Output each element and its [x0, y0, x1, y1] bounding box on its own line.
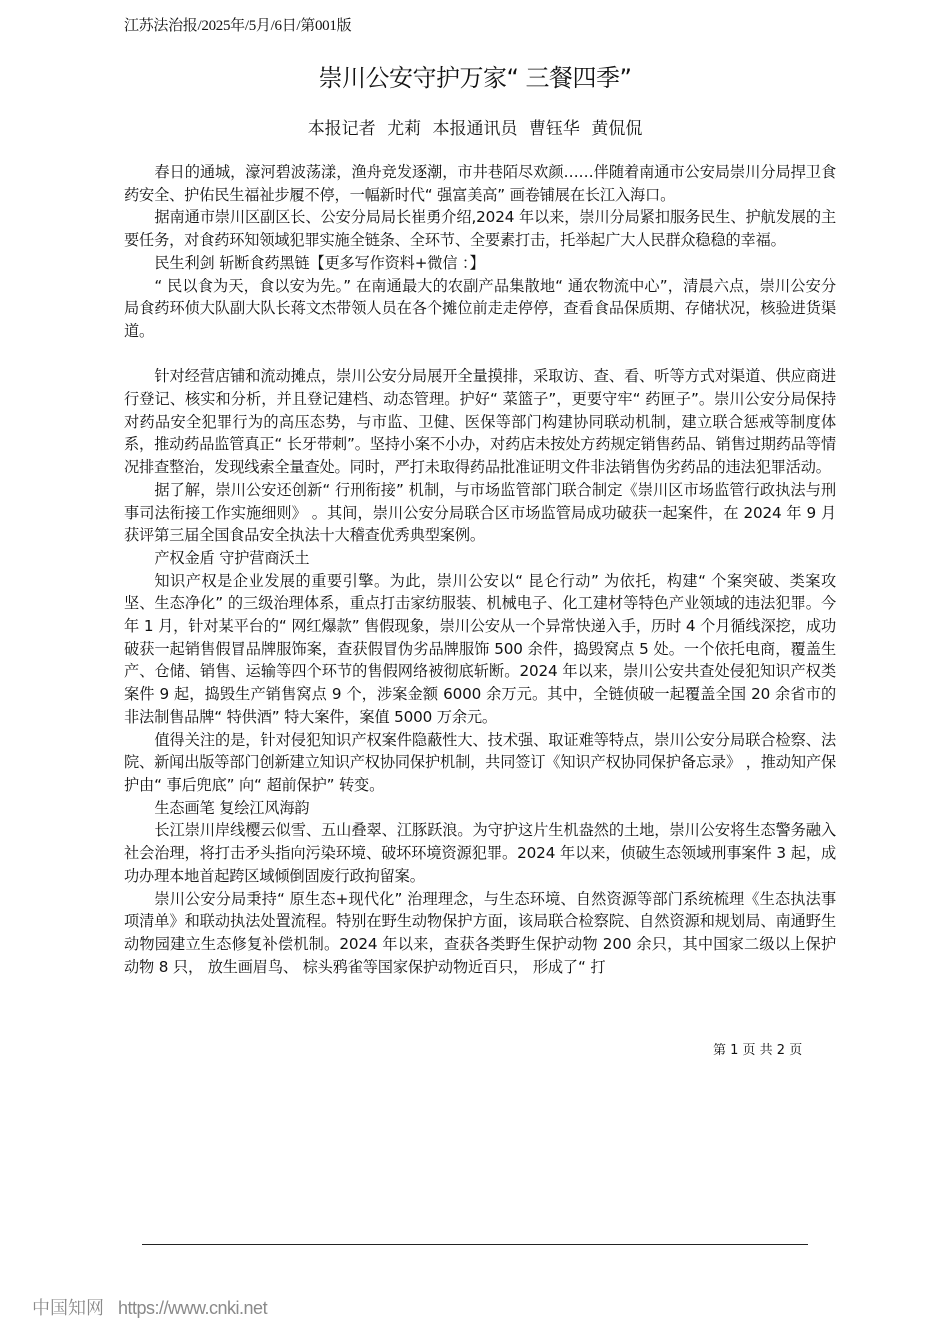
blank-line	[124, 343, 836, 366]
paragraph: 值得关注的是，针对侵犯知识产权案件隐蔽性大、技术强、取证难等特点，崇川公安分局联合检察、法院、新闻出版等部门创新建立知识产权协同保护机制，共同签订《知识产权协同保护备忘录》 ，推动知产保护由“ 事后兜底” 向“ 超前保护” 转变。	[124, 730, 836, 794]
paragraph: 针对经营店铺和流动摊点，崇川公安分局展开全量摸排，采取访、查、看、听等方式对渠道、供应商进行登记、核实和分析，并且登记建档、动态管理。护好“ 菜篮子”，更要守牢“ 药匣子”。崇川公安分局保持对药品安全犯罪行为的高压态势，与市监、卫健、医保等部门构建协同联动机制，建立联合惩戒等制度体系，推动药品监管真正“ 长牙带刺”。坚持小案不小办，对药店未按处方药规定销售药品、销售过期药品等情况排查整治，发现线索全量查处。同时，严打未取得药品批准证明文件非法销售伪劣药品的违法犯罪活动。	[124, 367, 836, 477]
footer-divider	[142, 1244, 808, 1245]
article-byline: 本报记者 尤莉 本报通讯员 曹钰华 黄侃侃	[307, 119, 643, 139]
paragraph: 据南通市崇川区副区长、公安分局局长崔勇介绍,2024 年以来，崇川分局紧扣服务民生、护航发展的主要任务，对食药环知领域犯罪实施全链条、全环节、全要素打击，托举起广大人民群众稳稳的幸福。	[124, 208, 836, 250]
section-heading: 生态画笔 复绘江风海韵	[154, 798, 310, 817]
section-heading: 民生利剑 斩断食药黑链【更多写作资料+微信 ：】	[154, 253, 485, 272]
paragraph: 长江崇川岸线樱云似雪、五山叠翠、江豚跃浪。为守护这片生机盎然的土地，崇川公安将生态警务融入社会治理，将打击矛头指向污染环境、破坏环境资源犯罪。2024 年以来，侦破生态领域刑事案件 3 起，成功办理本地首起跨区域倾倒固废行政拘留案。	[124, 821, 836, 885]
article-body	[124, 161, 836, 978]
publication-source: 江苏法治报/2025年/5月/6日/第001版	[124, 18, 352, 34]
section-heading: 产权金盾 守护营商沃土	[154, 548, 310, 567]
paragraph: 春日的通城，濠河碧波荡漾，渔舟竞发逐潮，市井巷陌尽欢颜……伴随着南通市公安局崇川分局捍卫食药安全、护佑民生福祉步履不停，一幅新时代“ 强富美高” 画卷铺展在长江入海口。	[124, 163, 836, 204]
cnki-watermark	[32, 1294, 267, 1320]
page-number: 第 1 页 共 2 页	[713, 1043, 803, 1058]
paragraph: “ 民以食为天，食以安为先。” 在南通最大的农副产品集散地“ 通农物流中心”，清晨六点，崇川公安分局食药环侦大队副大队长蒋文杰带领人员在各个摊位前走走停停，查看食品保质期、存储状况，核验进货渠道。	[124, 276, 836, 340]
paragraph: 崇川公安分局秉持“ 原生态+现代化” 治理理念，与生态环境、自然资源等部门系统梳理《生态执法事项清单》和联动执法处置流程。特别在野生动物保护方面，该局联合检察院、自然资源和规划局、南通野生动物园建立生态修复补偿机制。2024 年以来，查获各类野生保护动物 200 余只，其中国家二级以上保护动物 8 只， 放生画眉鸟、 棕头鸦雀等国家保护动物近百只， 形成了“ 打	[124, 889, 836, 976]
watermark-brand: 中国知网	[32, 1298, 104, 1318]
paragraph: 据了解，崇川公安还创新“ 行刑衔接” 机制，与市场监管部门联合制定《崇川区市场监管行政执法与刑事司法衔接工作实施细则》 。其间，崇川公安分局联合区市场监管局成功破获一起案件，在 2024 年 9 月获评第三届全国食品安全执法十大稽查优秀典型案例。	[124, 480, 836, 545]
article-title: 崇川公安守护万家“ 三餐四季”	[318, 64, 632, 92]
watermark-url[interactable]: https://www.cnki.net	[118, 1298, 268, 1318]
paragraph: 知识产权是企业发展的重要引擎。为此，崇川公安以“ 昆仑行动” 为依托，构建“ 个案突破、类案攻坚、生态净化” 的三级治理体系，重点打击家纺服装、机械电子、化工建材等特色产业领域的违法犯罪。今年 1 月，针对某平台的“ 网红爆款” 售假现象，崇川公安从一个异常快递入手，历时 4 个月循线深挖，成功破获一起销售假冒品牌服饰案，查获假冒伪劣品牌服饰 500 余件，捣毁窝点 5 处。一个依托电商，覆盖生产、仓储、销售、运输等四个环节的售假网络被彻底斩断。2024 年以来，崇川公安共查处侵犯知识产权类案件 9 起，捣毁生产销售窝点 9 个，涉案金额 6000 余万元。其中，全链侦破一起覆盖全国 20 余省市的非法制售品牌“ 特供酒” 特大案件，案值 5000 万余元。	[124, 571, 836, 726]
